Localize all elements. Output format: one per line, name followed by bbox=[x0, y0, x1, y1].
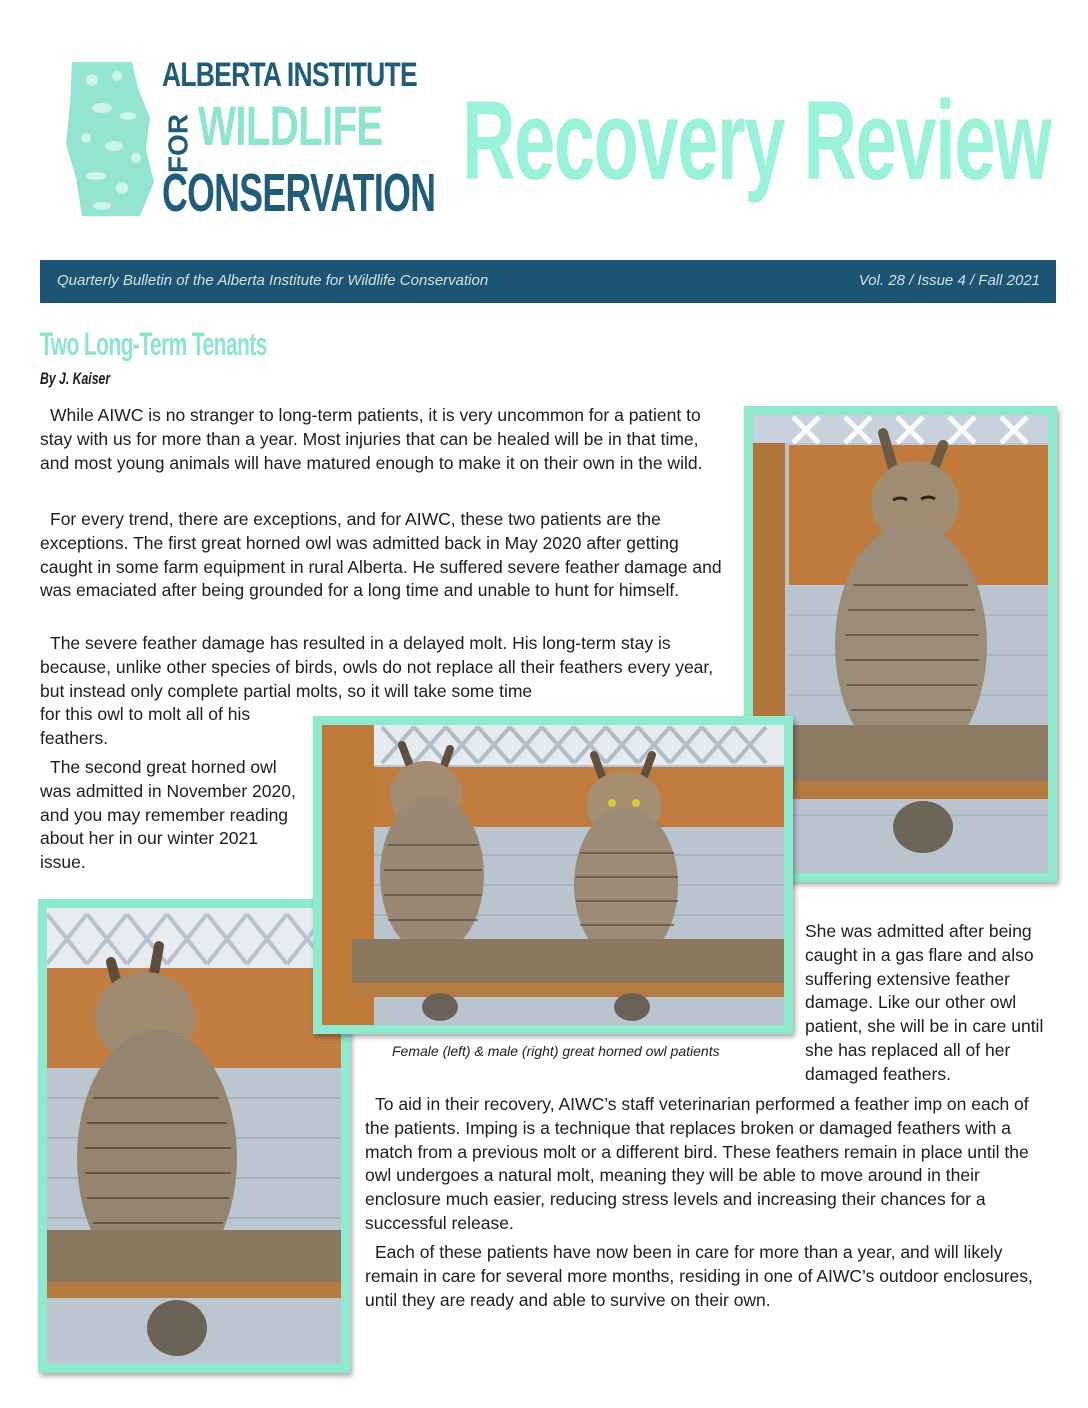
article-title: Two Long-Term Tenants bbox=[40, 326, 267, 362]
article-byline: By J. Kaiser bbox=[40, 369, 111, 388]
banner-subtitle: Quarterly Bulletin of the Alberta Institute for Wildlife Conservation bbox=[57, 272, 489, 289]
logo-line-1: ALBERTA INSTITUTE bbox=[162, 56, 417, 94]
paragraph-6: To aid in their recovery, AIWC’s staff veterinarian performed a feather imp on each of the patients. Imping is a technique that replaces broken or damaged feathers with a match from a previous molt or a different bird. These feathers remain in place until the owl undergoes a natural molt, meaning they will be able to move around in their enclosure much easier, reducing stress levels and increasing their chances for a successful release. bbox=[365, 1094, 1029, 1233]
paragraph-2: For every trend, there are exceptions, and for AIWC, these two patients are the exceptions. The first great horned owl was admitted back in May 2020 after getting caught in some farm equipment in rural Alberta. He suffered severe feather damage and was emaciated after being grounded for a long time and unable to hunt for himself. bbox=[40, 509, 722, 601]
logo-line-2: WILDLIFE bbox=[198, 94, 383, 157]
bulletin-banner bbox=[40, 260, 1056, 303]
paragraph-7: Each of these patients have now been in care for more than a year, and will likely remain in care for several more months, residing in one of AIWC’s outdoor enclosures, until they are ready and able to survive on their own. bbox=[365, 1242, 1033, 1310]
logo-for: FOR bbox=[162, 113, 194, 174]
logo-line-3: CONSERVATION bbox=[162, 163, 436, 223]
owl-photo-left bbox=[38, 899, 350, 1373]
paragraph-1: While AIWC is no stranger to long-term patients, it is very uncommon for a patient to stay with us for more than a year. Most injuries that can be healed will be in that time, and most young animals will have matured enough to make it on their own in the wild. bbox=[40, 405, 703, 473]
paragraph-4: The second great horned owl was admitted in November 2020, and you may remember reading about her in our winter 2021 issue. bbox=[40, 757, 296, 873]
paragraph-5: She was admitted after being caught in a gas flare and also suffering extensive feather damage. Like our other owl patient, she will be in care until she has replaced all of her damaged feathers. bbox=[805, 921, 1044, 1084]
masthead-title: Recovery Review bbox=[462, 78, 1051, 203]
owl-pair-photo bbox=[313, 716, 793, 1034]
photo-caption: Female (left) & male (right) great horned owl patients bbox=[392, 1043, 720, 1059]
paragraph-3-end: for this owl to molt all of his feathers. bbox=[40, 704, 251, 748]
banner-issue: Vol. 28 / Issue 4 / Fall 2021 bbox=[858, 272, 1040, 289]
logo-animal-silhouettes bbox=[62, 58, 154, 220]
logo-wordmark bbox=[162, 56, 436, 223]
paragraph-3: The severe feather damage has resulted in a delayed molt. His long-term stay is because, unlike other species of birds, owls do not replace all their feathers every year, but instead only complete partial molts, so it will take some time bbox=[40, 633, 714, 701]
